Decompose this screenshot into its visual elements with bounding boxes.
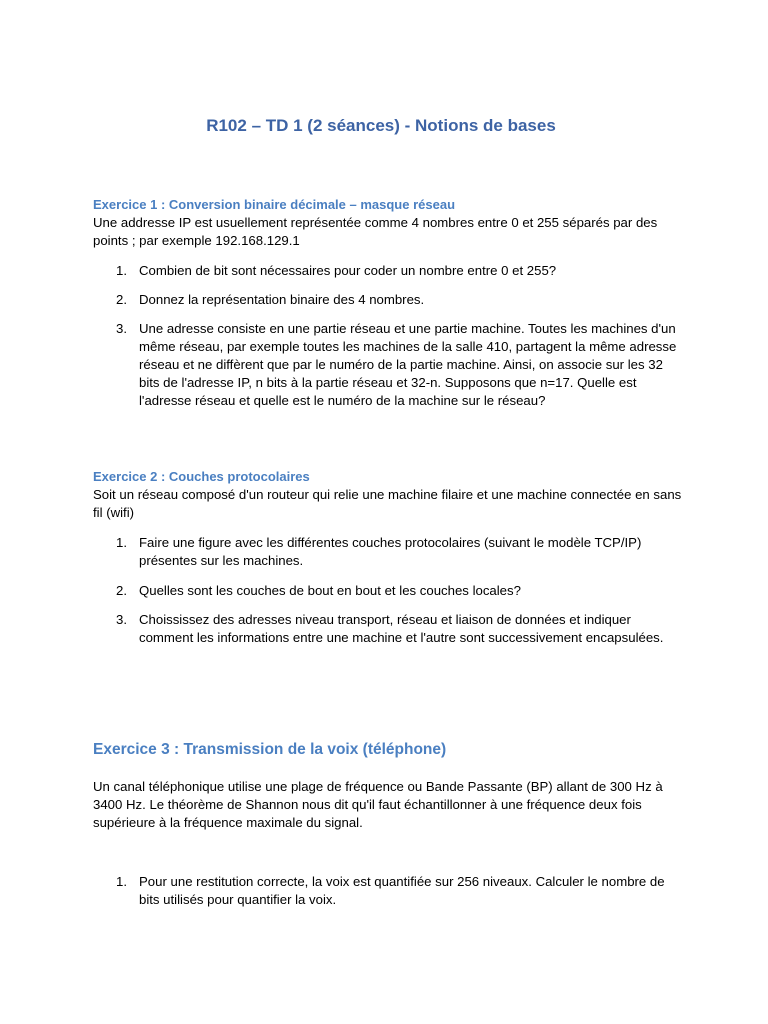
item-text: Faire une figure avec les différentes couches protocolaires (suivant le modèle TCP/IP) présentes sur les machines. [139,535,642,568]
list-item [93,873,683,909]
list-item [93,291,683,309]
item-text: Pour une restitution correcte, la voix est quantifiée sur 256 niveaux. Calculer le nombre de bits utilisés pour quantifier la voix. [139,874,665,907]
exercise-1-heading: Exercice 1 : Conversion binaire décimale – masque réseau [93,197,456,212]
exercise-3-intro-block [93,778,683,832]
exercise-1-intro: Une addresse IP est usuellement représentée comme 4 nombres entre 0 et 255 séparés par des points ; par exemple 192.168.129.1 [93,215,658,248]
item-text: Combien de bit sont nécessaires pour coder un nombre entre 0 et 255? [139,263,557,278]
exercise-2-section [93,468,683,522]
item-text: Une adresse consiste en une partie réseau et une partie machine. Toutes les machines d'un même réseau, par exemple toutes les machines de la salle 410, partagent la même adresse réseau et ne diffèrent que par le numéro de la partie machine. Ainsi, on associe sur les 32 bits de l'adresse IP, n bits à la partie réseau et 32-n. Supposons que n=17. Quelle est l'adresse réseau et quelle est le numéro de la machine sur le réseau? [139,321,677,408]
exercise-2-question-list [93,582,683,600]
page-title: R102 – TD 1 (2 séances) - Notions de bases [206,116,556,135]
exercise-3-intro: Un canal téléphonique utilise une plage de fréquence ou Bande Passante (BP) allant de 300 Hz à 3400 Hz. Le théorème de Shannon nous dit qu'il faut échantillonner à une fréquence deux fois supérieure à la fréquence maximale du signal. [93,779,663,830]
list-item [93,534,683,570]
exercise-3-heading: Exercice 3 : Transmission de la voix (téléphone) [93,741,447,758]
item-number: 1. [116,535,127,550]
list-item [93,320,683,410]
list-item [93,262,683,280]
exercise-1-question-list [93,320,683,410]
item-number: 1. [116,263,127,278]
item-number: 2. [116,292,127,307]
item-number: 3. [116,321,127,336]
exercise-2-question-list [93,611,683,647]
item-text: Donnez la représentation binaire des 4 nombres. [139,292,425,307]
exercise-1-question-list [93,291,683,309]
exercise-2-intro: Soit un réseau composé d'un routeur qui relie une machine filaire et une machine connectée en sans fil (wifi) [93,487,682,520]
item-text: Quelles sont les couches de bout en bout et les couches locales? [139,583,521,598]
exercise-3-section [93,740,683,760]
exercise-1-question-list [93,262,683,280]
item-number: 3. [116,612,127,627]
list-item [93,611,683,647]
item-text: Choississez des adresses niveau transport, réseau et liaison de données et indiquer comment les informations entre une machine et l'autre sont successivement encapsulées. [139,612,664,645]
list-item [93,582,683,600]
item-number: 2. [116,583,127,598]
exercise-3-question-list [93,873,683,909]
exercise-2-heading: Exercice 2 : Couches protocolaires [93,469,310,484]
item-number: 1. [116,874,127,889]
exercise-1-section [93,196,683,250]
exercise-2-question-list [93,534,683,570]
